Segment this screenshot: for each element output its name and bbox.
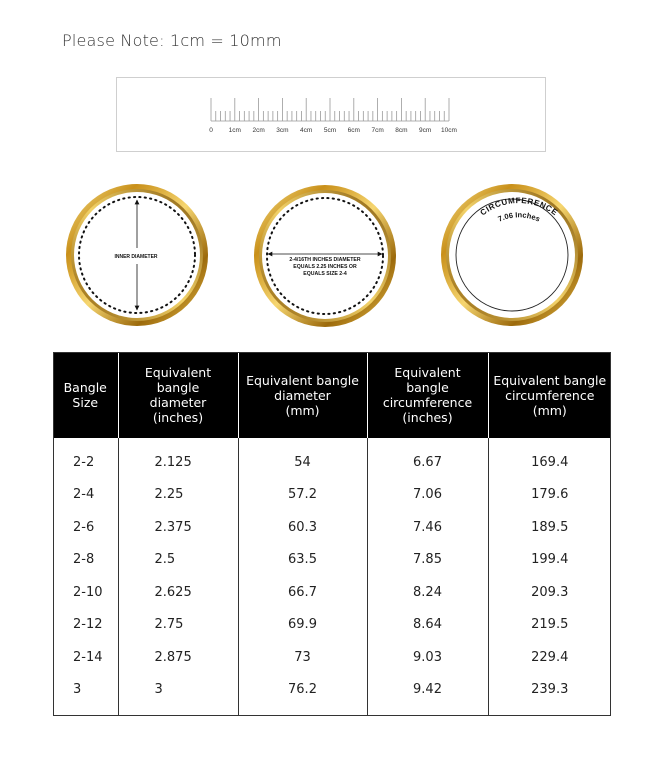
ruler-label: 9cm — [419, 127, 432, 134]
ruler-label: 3cm — [276, 127, 289, 134]
cell-circumference-mm: 179.6 — [531, 487, 569, 503]
cell-diameter-mm: 73 — [238, 641, 367, 674]
cell-size: 2-14 — [53, 641, 118, 674]
cell-diameter-in: 2.875 — [118, 641, 238, 674]
ruler-label: 0 — [209, 127, 213, 134]
cell-circumference-in: 7.06 — [367, 479, 488, 512]
header-diameter-inches: Equivalent bangle diameter (inches) — [118, 352, 238, 438]
table-header-row — [53, 352, 611, 438]
table-row — [53, 544, 611, 577]
cell-diameter-in: 2.625 — [118, 576, 238, 609]
cell-circumference-mm: 239.3 — [531, 682, 569, 698]
cell-diameter-mm: 57.2 — [238, 479, 367, 512]
bangle-size-table — [53, 352, 611, 716]
cell-diameter-in: 3 — [118, 674, 238, 717]
example-line-2: EQUALS 2.25 INCHES OR — [293, 264, 357, 270]
ruler-label: 5cm — [323, 127, 337, 134]
cell-circumference-in: 9.03 — [367, 641, 488, 674]
cell-size: 3 — [53, 674, 118, 717]
circumference-value: 7.06 Inches — [496, 210, 542, 224]
cell-diameter-in: 2.375 — [118, 511, 238, 544]
cell-circumference-mm: 209.3 — [531, 584, 569, 600]
cell-diameter-mm: 60.3 — [238, 511, 367, 544]
example-line-1: 2-4/16TH INCHES DIAMETER — [289, 257, 361, 263]
table-row — [53, 641, 611, 674]
cell-diameter-in: 2.125 — [118, 438, 238, 479]
inner-diameter-label: INNER DIAMETER — [114, 254, 158, 260]
circumference-ring — [441, 184, 583, 326]
ruler-label: 7cm — [371, 127, 384, 134]
table-row — [53, 479, 611, 512]
cell-circumference-in: 7.46 — [367, 511, 488, 544]
header-diameter-mm: Equivalent bangle diameter (mm) — [238, 352, 367, 438]
table-row — [53, 438, 611, 479]
cell-circumference-in: 8.24 — [367, 576, 488, 609]
page-note: Please Note: 1cm = 10mm — [62, 31, 282, 50]
inner-diameter-ring — [66, 184, 208, 326]
header-circumference-mm: Equivalent bangle circumference (mm) — [488, 352, 611, 438]
ruler-card — [116, 77, 546, 152]
cell-size: 2-2 — [53, 438, 118, 479]
cell-size: 2-12 — [53, 609, 118, 642]
cell-size: 2-8 — [53, 544, 118, 577]
cell-circumference-mm: 169.4 — [531, 454, 569, 470]
table-row — [53, 674, 611, 717]
cell-circumference-mm: 229.4 — [531, 649, 569, 665]
cell-diameter-mm: 69.9 — [238, 609, 367, 642]
table-row — [53, 511, 611, 544]
cell-circumference-mm: 189.5 — [531, 519, 569, 535]
table-row — [53, 576, 611, 609]
cell-circumference-in: 6.67 — [367, 438, 488, 479]
ruler-label: 2cm — [252, 127, 265, 134]
example-ring — [254, 185, 396, 327]
cell-size: 2-10 — [53, 576, 118, 609]
cell-diameter-in: 2.75 — [118, 609, 238, 642]
cell-diameter-mm: 63.5 — [238, 544, 367, 577]
ruler-label: 8cm — [395, 127, 408, 134]
ruler-label: 4cm — [300, 127, 313, 134]
ruler-label: 6cm — [347, 127, 360, 134]
cell-size: 2-6 — [53, 511, 118, 544]
circumference-label: CIRCUMFERENCE — [478, 196, 560, 218]
cell-circumference-in: 9.42 — [367, 674, 488, 717]
header-circumference-inches: Equivalent bangle circumference (inches) — [367, 352, 488, 438]
cell-diameter-mm: 54 — [238, 438, 367, 479]
ruler — [117, 78, 545, 151]
cell-diameter-in: 2.25 — [118, 479, 238, 512]
cell-diameter-in: 2.5 — [118, 544, 238, 577]
cell-circumference-mm: 219.5 — [531, 617, 569, 633]
example-line-3: EQUALS SIZE 2-4 — [303, 271, 347, 277]
cell-circumference-in: 7.85 — [367, 544, 488, 577]
header-bangle-size: Bangle Size — [53, 352, 118, 438]
cell-size: 2-4 — [53, 479, 118, 512]
table-row — [53, 609, 611, 642]
ruler-label: 10cm — [441, 127, 457, 134]
cell-diameter-mm: 66.7 — [238, 576, 367, 609]
cell-circumference-in: 8.64 — [367, 609, 488, 642]
ruler-label: 1cm — [228, 127, 241, 134]
cell-circumference-mm: 199.4 — [531, 552, 569, 568]
cell-diameter-mm: 76.2 — [238, 674, 367, 717]
bangle-diagrams — [0, 178, 650, 333]
